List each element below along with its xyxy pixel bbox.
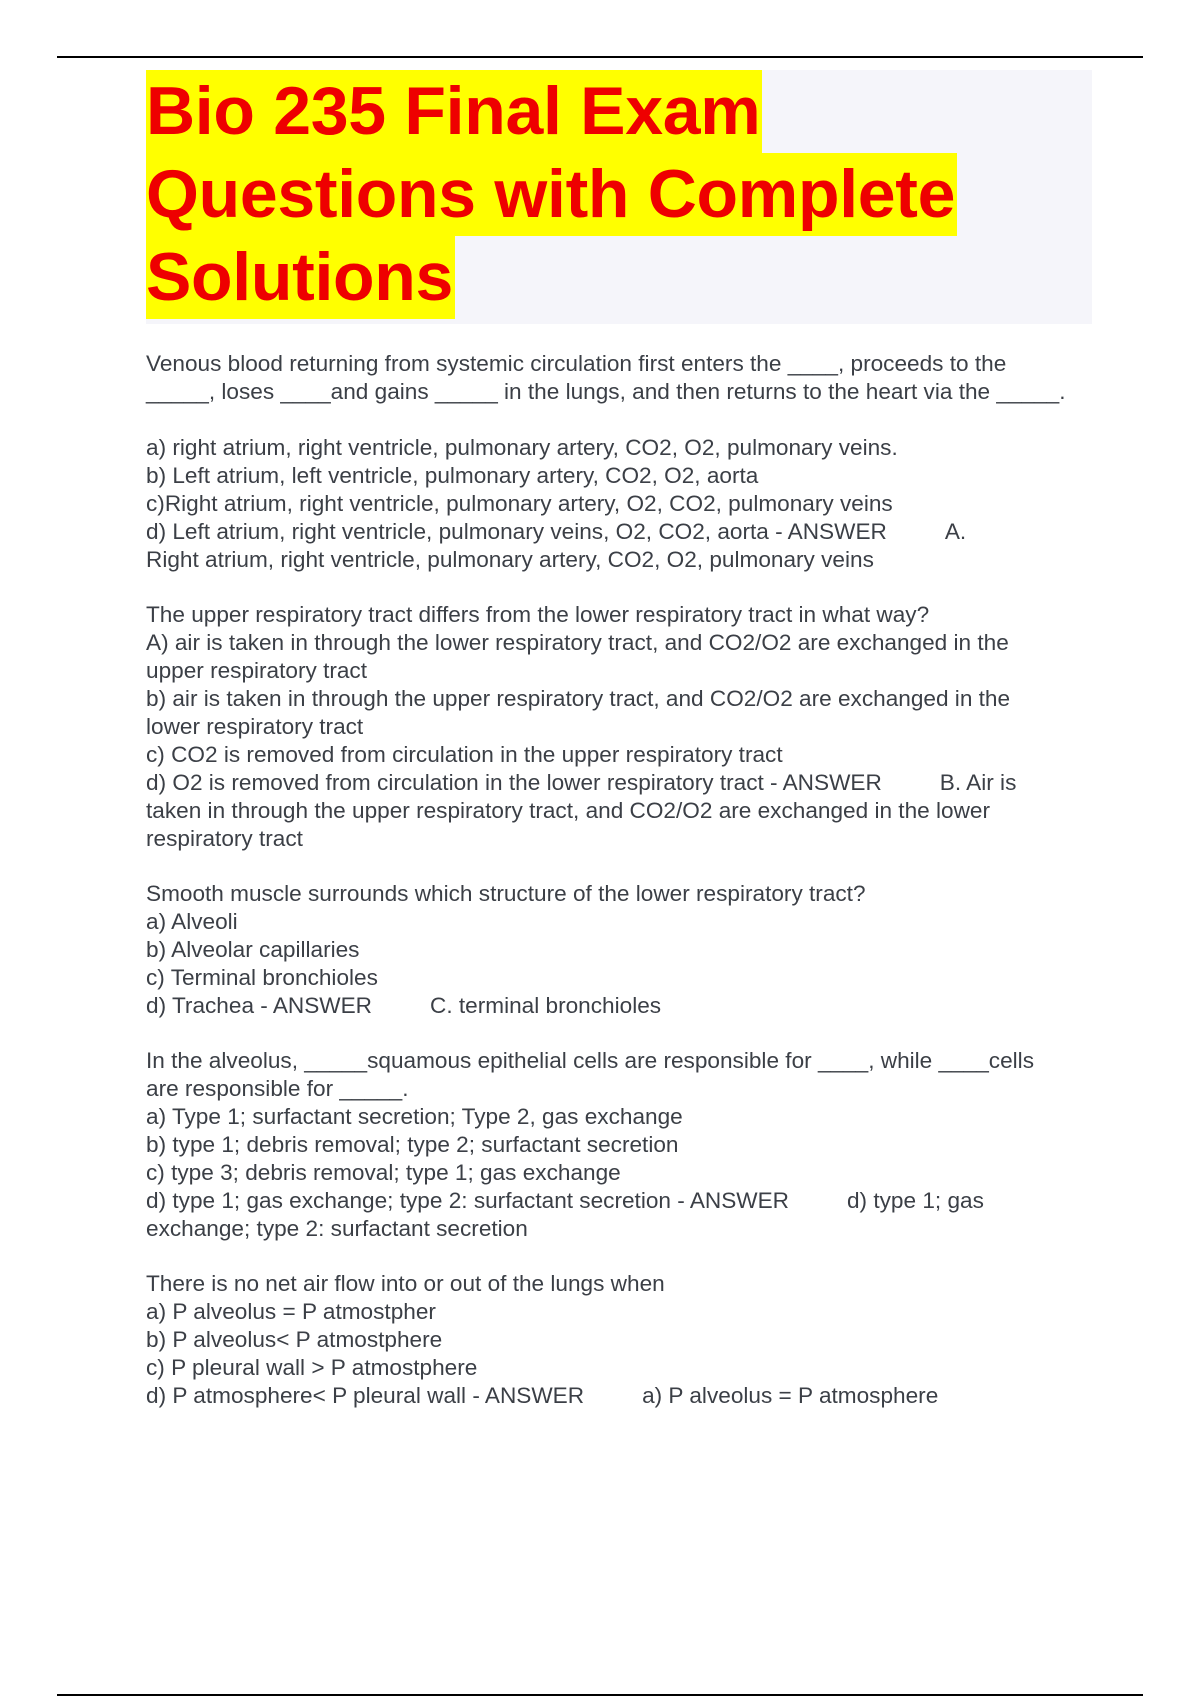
correct-answer: B. Air is [939,770,1017,795]
question-block [146,601,1096,853]
top-rule [57,56,1143,58]
answer-choice-d: d) O2 is removed from circulation in the lower respiratory tract - ANSWER [146,770,882,795]
question-line: upper respiratory tract [146,658,368,683]
answer-line [146,1382,1096,1410]
document-title [146,70,1092,319]
answer-line [146,992,1096,1020]
correct-answer-continued: Right atrium, right ventricle, pulmonary artery, CO2, O2, pulmonary veins [146,547,874,572]
answer-line [146,1187,1096,1215]
correct-answer: d) type 1; gas [846,1188,984,1213]
question-line: b) air is taken in through the upper respiratory tract, and CO2/O2 are exchanged in the [146,686,1011,711]
question-line: A) air is taken in through the lower respiratory tract, and CO2/O2 are exchanged in the [146,630,1009,655]
question-line: c) P pleural wall > P atmostphere [146,1355,478,1380]
question-line: a) P alveolus = P atmostpher [146,1299,436,1324]
bottom-rule [57,1694,1143,1696]
title-line: Bio 235 Final Exam [146,70,762,153]
question-line: The upper respiratory tract differs from the lower respiratory tract in what way? [146,602,930,627]
question-line [146,406,1096,434]
question-line: b) Alveolar capillaries [146,937,360,962]
questions-list [146,350,1096,1437]
correct-answer: C. terminal bronchioles [430,993,662,1018]
answer-choice-d: d) Left atrium, right ventricle, pulmonary veins, O2, CO2, aorta - ANSWER [146,519,887,544]
question-line: b) P alveolus< P atmostphere [146,1327,443,1352]
correct-answer-continued: exchange; type 2: surfactant secretion [146,1216,528,1241]
question-line: c) type 3; debris removal; type 1; gas exchange [146,1160,621,1185]
correct-answer-continued: taken in through the upper respiratory tract, and CO2/O2 are exchanged in the lower respiratory tract [146,798,990,851]
title-line: Solutions [146,236,455,319]
question-block [146,1047,1096,1243]
question-line: a) Type 1; surfactant secretion; Type 2, gas exchange [146,1104,683,1129]
question-block [146,880,1096,1020]
question-line: b) Left atrium, left ventricle, pulmonary artery, CO2, O2, aorta [146,463,759,488]
question-line: _____, loses ____and gains _____ in the lungs, and then returns to the heart via the _____. [146,379,1066,404]
question-line: c) CO2 is removed from circulation in the upper respiratory tract [146,742,783,767]
question-line: Venous blood returning from systemic circulation first enters the ____, proceeds to the [146,351,1007,376]
question-line: are responsible for _____. [146,1076,409,1101]
title-block [146,70,1092,324]
correct-answer: A. [944,519,967,544]
title-line: Questions with Complete [146,153,957,236]
correct-answer: a) P alveolus = P atmosphere [642,1383,939,1408]
answer-line [146,518,1096,546]
question-line: lower respiratory tract [146,714,364,739]
question-line: a) right atrium, right ventricle, pulmonary artery, CO2, O2, pulmonary veins. [146,435,898,460]
answer-choice-d: d) type 1; gas exchange; type 2: surfactant secretion - ANSWER [146,1188,789,1213]
question-line: a) Alveoli [146,909,238,934]
question-line: In the alveolus, _____squamous epithelial cells are responsible for ____, while ____cells [146,1048,1034,1073]
question-line: Smooth muscle surrounds which structure of the lower respiratory tract? [146,881,866,906]
question-line: There is no net air flow into or out of the lungs when [146,1271,665,1296]
answer-choice-d: d) P atmosphere< P pleural wall - ANSWER [146,1383,585,1408]
question-line: c)Right atrium, right ventricle, pulmonary artery, O2, CO2, pulmonary veins [146,491,893,516]
answer-line [146,769,1096,797]
question-block [146,350,1096,574]
question-block [146,1270,1096,1410]
question-line: b) type 1; debris removal; type 2; surfactant secretion [146,1132,679,1157]
answer-choice-d: d) Trachea - ANSWER [146,993,373,1018]
question-line: c) Terminal bronchioles [146,965,378,990]
